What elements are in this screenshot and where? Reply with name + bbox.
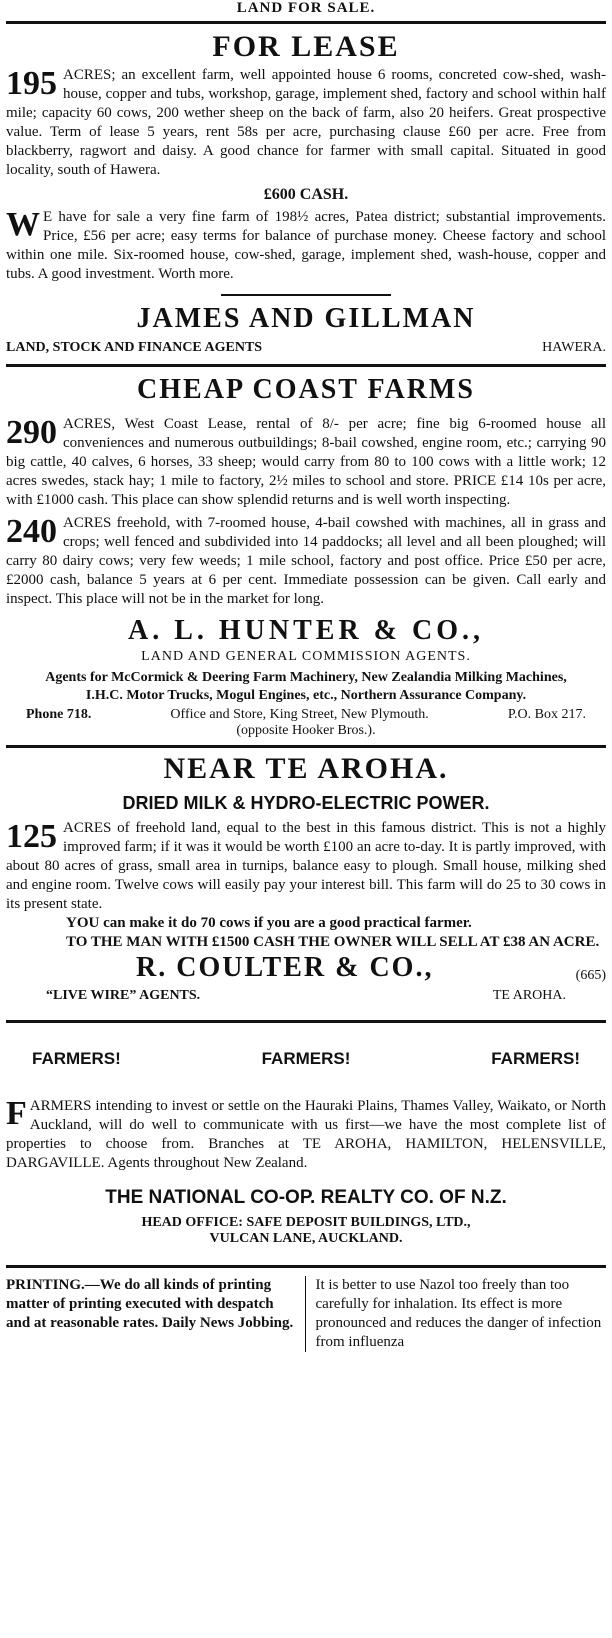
lease-text-2: E have for sale a very fine farm of 198½ acres, Patea district; substantial improvements. Price, £56 per acre; easy terms for balance of purchase money. Cheese factory and school within one mile. Six-roomed house, cow-shed, garage, implement shed, wash-house, copper and tubs. A good investment. Worth more. (6, 209, 606, 282)
james-name: JAMES AND GILLMAN (136, 303, 476, 334)
aroha-ad (6, 751, 606, 1004)
hunter-ad (6, 613, 606, 739)
section-header: LAND FOR SALE. (236, 0, 376, 16)
aroha-text: ACRES of freehold land, equal to the best in this famous district. This is not a highly improved farm; if it was it would be worth £100 an acre to-day. It is partly improved, with about 80 acres of grass, small area in turnips, balance easy to plough. Small house, milking shed and engine room. Twelve cows will easily pay your interest bill. This farm will do 25 to 30 cows in its present state. (6, 820, 606, 912)
newspaper-page (6, 0, 606, 1352)
coulter-row (6, 952, 606, 984)
aroha-acre-number: 125 (6, 818, 57, 855)
coast-acre-number-1: 290 (6, 414, 57, 451)
farmers-cries (6, 1049, 606, 1069)
james-row (6, 340, 606, 356)
farmers-ad (6, 1049, 606, 1247)
hunter-po: P.O. Box 217. (507, 707, 586, 722)
lease-title: FOR LEASE (212, 30, 400, 63)
drop-cap-w: W (6, 206, 40, 243)
james-gillman-ad (6, 302, 606, 356)
divider (6, 1265, 606, 1268)
hunter-contact-row (6, 707, 606, 723)
lease-text: ACRES; an excellent farm, well appointed house 6 rooms, concreted cow-shed, wash-house, copper and tubs, workshop, garage, implement shed, factory and school within half mile; capacity 60 cows, 200 wether sheep on the back of farm, also 20 heifers. Great prospective value. Term of lease 5 years, rent 58s per acre, purchasing clause £60 per acre. Free from blackberry, ragwort and daisy. A good chance for farmer with small capital. Situated in good locality, south of Hawera. (6, 67, 606, 178)
printing-text: —We do all kinds of printing matter of printing executed with despatch and at reasonable rates. Daily News Jobbing. (6, 1277, 294, 1331)
aroha-ref: (665) (575, 968, 606, 983)
aroha-title: NEAR TE AROHA. (163, 752, 449, 785)
printing-head: PRINTING. (6, 1277, 85, 1293)
divider (6, 21, 606, 24)
james-town: HAWERA. (542, 340, 606, 355)
coast-farms-ad (6, 371, 606, 609)
coulter-tag: “LIVE WIRE” AGENTS. (46, 988, 201, 1003)
lease-ad (6, 28, 606, 284)
coast-text-1: ACRES, West Coast Lease, rental of 8/- per acre; fine big 6-roomed house all conveniences and numerous outbuildings; 8-bail cowshed, engine room, etc.; carrying 90 big cattle, 40 calves, 6 horses, 33 sheep; would carry from 80 to 100 cows with a little work; 12 acres swedes, stack hay; 1 mile to factory, 2½ miles to school and store. PRICE £14 10s per acre, with £1000 cash. This place can show splendid returns and is well worth inspecting. (6, 416, 606, 508)
cash-heading: £600 CASH. (263, 186, 349, 203)
bottom-columns (6, 1276, 606, 1352)
hunter-agents: Agents for McCormick & Deering Farm Machinery, New Zealandia Milking Machines, I.H.C. Motor Trucks, Mogul Engines, etc., Northern Assurance Company. (45, 670, 567, 703)
hunter-tagline: LAND AND GENERAL COMMISSION AGENTS. (141, 649, 471, 664)
farmers-cry-2: FARMERS! (261, 1049, 351, 1068)
national-office-1: HEAD OFFICE: SAFE DEPOSIT BUILDINGS, LTD., (141, 1215, 471, 1230)
coast-text-2: ACRES freehold, with 7-roomed house, 4-bail cowshed with machines, all in grass and crops; well fenced and subdivided into 14 paddocks; all level and all been ploughed; will carry 80 dairy cows; very few weeds; 1 mile school, factory and post office. Price £50 per acre, £2000 cash, balance 5 years at 6 per cent. Immediate possession can be given. Call early and inspect. This place will not be in the market for long. (6, 515, 606, 607)
james-tagline: LAND, STOCK AND FINANCE AGENTS (6, 340, 263, 355)
aroha-subtitle: DRIED MILK & HYDRO-ELECTRIC POWER. (122, 793, 490, 813)
coast-acre-number-2: 240 (6, 513, 57, 550)
lease-body (6, 66, 606, 180)
lease-acre-number: 195 (6, 65, 57, 102)
national-company: THE NATIONAL CO-OP. REALTY CO. OF N.Z. (105, 1187, 507, 1208)
divider (6, 745, 606, 748)
coulter-name: R. COULTER & CO., (136, 952, 434, 983)
printing-ad (6, 1276, 306, 1352)
coulter-town: TE AROHA. (492, 988, 566, 1003)
hunter-office: Office and Store, King Street, New Plymouth. (170, 707, 429, 722)
farmers-body (6, 1097, 606, 1173)
hunter-opposite: (opposite Hooker Bros.). (236, 723, 376, 738)
divider-short (221, 294, 391, 296)
lease-body-2 (6, 208, 606, 284)
hunter-name: A. L. HUNTER & CO., (127, 615, 484, 646)
drop-cap-f: F (6, 1095, 27, 1132)
coast-title: CHEAP COAST FARMS (137, 374, 475, 405)
nazol-text: It is better to use Nazol too freely than too carefully for inhalation. Its effect is more pronounced and reduces the danger of infection from influenza (315, 1277, 602, 1350)
hunter-phone: Phone 718. (26, 707, 92, 722)
farmers-text: ARMERS intending to invest or settle on the Hauraki Plains, Thames Valley, Waikato, or North Auckland, will do well to communicate with us first—we have the most complete list of properties to choose from. Branches at TE AROHA, HAMILTON, HELENSVILLE, DARGAVILLE. Agents throughout New Zealand. (6, 1098, 606, 1171)
divider (6, 1020, 606, 1023)
nazol-ad (306, 1276, 607, 1352)
aroha-body (6, 819, 606, 914)
aroha-man-line: TO THE MAN WITH £1500 CASH THE OWNER WILL SELL AT £38 AN ACRE. (66, 934, 600, 950)
coulter-tag-row (6, 988, 606, 1004)
divider (6, 364, 606, 367)
farmers-cry-1: FARMERS! (32, 1049, 121, 1068)
national-office-2: VULCAN LANE, AUCKLAND. (209, 1231, 403, 1246)
aroha-you-line: YOU can make it do 70 cows if you are a good practical farmer. (66, 915, 472, 931)
coast-farm-1 (6, 415, 606, 510)
coast-farm-2 (6, 514, 606, 609)
farmers-cry-3: FARMERS! (491, 1049, 580, 1068)
